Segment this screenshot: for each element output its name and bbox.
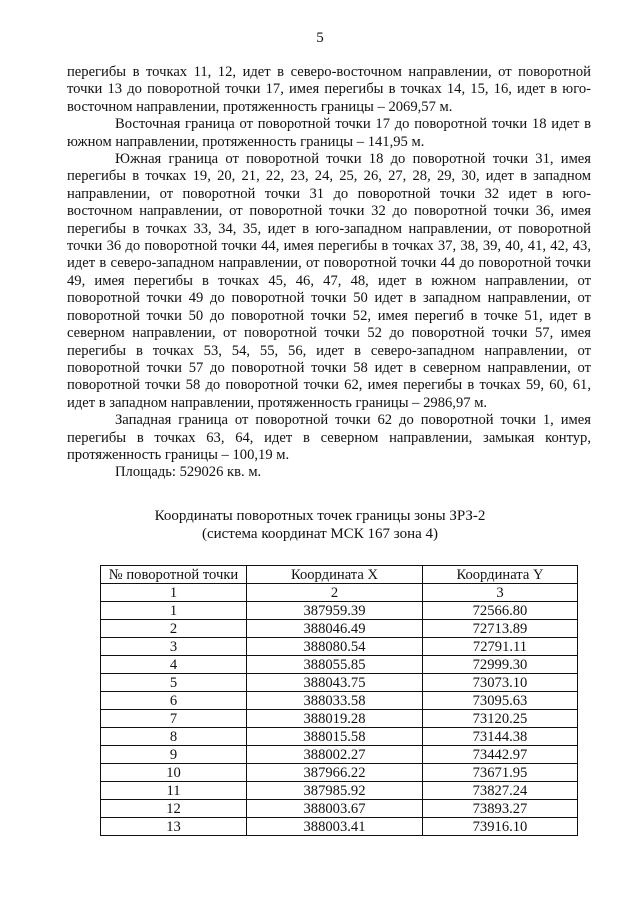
coord-x-cell: 388003.41 bbox=[247, 818, 423, 836]
point-number-cell: 13 bbox=[101, 818, 247, 836]
table-row bbox=[101, 674, 578, 692]
coord-x-cell: 387959.39 bbox=[247, 602, 423, 620]
paragraph-west-border: Западная граница от поворотной точки 62 до поворотной точки 1, имея перегибы в точках 63, 64, идет в северном направлении, замыкая контур, протяженность границы – 100,19 м. bbox=[67, 412, 591, 463]
coord-y-cell: 73120.25 bbox=[423, 710, 578, 728]
table-row bbox=[101, 800, 578, 818]
table-row bbox=[101, 764, 578, 782]
caption-subtitle: (система координат МСК 167 зона 4) bbox=[201, 526, 439, 542]
body-text bbox=[67, 64, 591, 482]
coord-x-cell: 388033.58 bbox=[247, 692, 423, 710]
coord-x-cell: 388055.85 bbox=[247, 656, 423, 674]
paragraph-south-border: Южная граница от поворотной точки 18 до поворотной точки 31, имея перегибы в точках 19, 20, 21, 22, 23, 24, 25, 26, 27, 28, 29, 30, идет в западном направлении, от поворотной точки 31 до поворотной точки 32 идет в юго-восточном направлении, от поворотной точки 32 до поворотной точки 36, имея перегибы в точках 33, 34, 35, идет в юго-западном направлении, от поворотной точки 36 до поворотной точки 44, имея перегибы в точках 37, 38, 39, 40, 41, 42, 43, идет в северо-западном направлении, от поворотной точки 44 до поворотной точки 49, имея перегибы в точках 45, 46, 47, 48, идет в южном направлении, от поворотной точки 49 до поворотной точки 50 идет в западном направлении, от поворотной точки 50 до поворотной точки 52, имея перегиб в точке 51, идет в северном направлении, от поворотной точки 52 до поворотной точки 57, имея перегибы в точках 53, 54, 55, 56, идет в северо-западном направлении, от поворотной точки 57 до поворотной точки 58 идет в северном направлении, от поворотной точки 58 до поворотной точки 62, имея перегибы в точках 59, 60, 61, идет в западном направлении, протяженность границы – 2986,97 м. bbox=[67, 151, 591, 411]
point-number-cell: 8 bbox=[101, 728, 247, 746]
table-row bbox=[101, 818, 578, 836]
column-number: 3 bbox=[423, 584, 578, 602]
coord-x-cell: 388080.54 bbox=[247, 638, 423, 656]
coord-x-cell: 388015.58 bbox=[247, 728, 423, 746]
coord-y-cell: 72713.89 bbox=[423, 620, 578, 638]
caption-title: Координаты поворотных точек границы зоны ЗРЗ-2 bbox=[154, 508, 486, 524]
paragraph-east-border: Восточная граница от поворотной точки 17 до поворотной точки 18 идет в южном направлении, протяженность границы – 141,95 м. bbox=[67, 116, 591, 150]
coordinates-table bbox=[100, 565, 578, 836]
page-number: 5 bbox=[316, 30, 324, 46]
table-row bbox=[101, 638, 578, 656]
coord-y-cell: 72791.11 bbox=[423, 638, 578, 656]
coord-x-cell: 388046.49 bbox=[247, 620, 423, 638]
column-number: 2 bbox=[247, 584, 423, 602]
coord-x-cell: 387985.92 bbox=[247, 782, 423, 800]
table-header-row bbox=[101, 566, 578, 584]
paragraph-area: Площадь: 529026 кв. м. bbox=[115, 464, 262, 481]
header-coord-x: Координата X bbox=[247, 566, 423, 584]
point-number-cell: 2 bbox=[101, 620, 247, 638]
coord-y-cell: 73095.63 bbox=[423, 692, 578, 710]
table-row bbox=[101, 620, 578, 638]
point-number-cell: 4 bbox=[101, 656, 247, 674]
coord-y-cell: 73893.27 bbox=[423, 800, 578, 818]
point-number-cell: 1 bbox=[101, 602, 247, 620]
point-number-cell: 7 bbox=[101, 710, 247, 728]
table-row bbox=[101, 656, 578, 674]
point-number-cell: 10 bbox=[101, 764, 247, 782]
point-number-cell: 12 bbox=[101, 800, 247, 818]
coord-x-cell: 388043.75 bbox=[247, 674, 423, 692]
coord-x-cell: 388019.28 bbox=[247, 710, 423, 728]
header-coord-y: Координата Y bbox=[423, 566, 578, 584]
paragraph-north-continuation: перегибы в точках 11, 12, идет в северо-восточном направлении, от поворотной точки 13 до поворотной точки 17, имея перегибы в точках 14, 15, 16, идет в юго-восточном направлении, протяженность границы – 2069,57 м. bbox=[67, 64, 591, 115]
coord-y-cell: 72566.80 bbox=[423, 602, 578, 620]
point-number-cell: 3 bbox=[101, 638, 247, 656]
coord-y-cell: 73827.24 bbox=[423, 782, 578, 800]
point-number-cell: 11 bbox=[101, 782, 247, 800]
table-row bbox=[101, 728, 578, 746]
table-row bbox=[101, 602, 578, 620]
coord-y-cell: 73073.10 bbox=[423, 674, 578, 692]
table-caption bbox=[0, 507, 640, 543]
column-number: 1 bbox=[101, 584, 247, 602]
table-row bbox=[101, 692, 578, 710]
point-number-cell: 6 bbox=[101, 692, 247, 710]
coord-y-cell: 73144.38 bbox=[423, 728, 578, 746]
coord-y-cell: 73671.95 bbox=[423, 764, 578, 782]
header-point-number: № поворотной точки bbox=[101, 566, 247, 584]
table-numbering-row bbox=[101, 584, 578, 602]
point-number-cell: 9 bbox=[101, 746, 247, 764]
coord-x-cell: 388003.67 bbox=[247, 800, 423, 818]
table-row bbox=[101, 782, 578, 800]
table-row bbox=[101, 710, 578, 728]
coord-x-cell: 388002.27 bbox=[247, 746, 423, 764]
coord-x-cell: 387966.22 bbox=[247, 764, 423, 782]
coord-y-cell: 73442.97 bbox=[423, 746, 578, 764]
table-row bbox=[101, 746, 578, 764]
coord-y-cell: 73916.10 bbox=[423, 818, 578, 836]
point-number-cell: 5 bbox=[101, 674, 247, 692]
coord-y-cell: 72999.30 bbox=[423, 656, 578, 674]
